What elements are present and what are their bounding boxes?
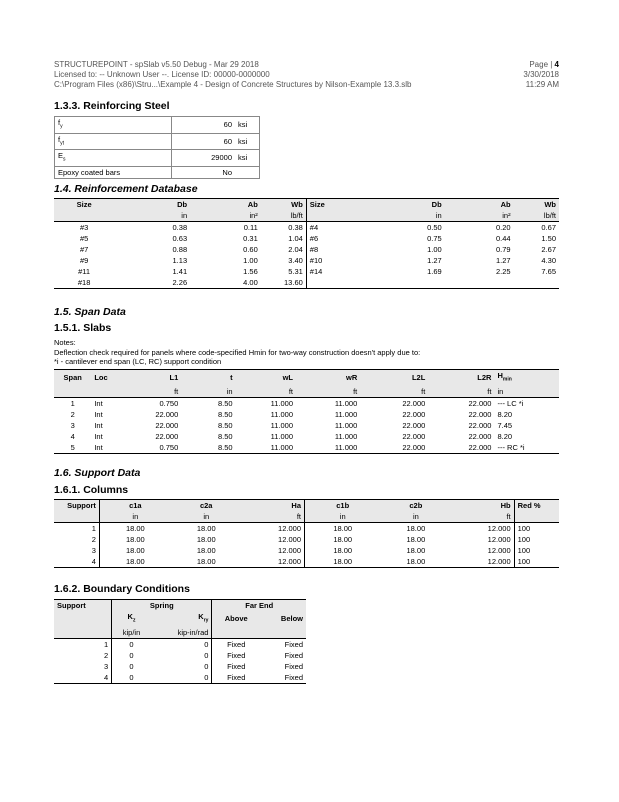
table-cell: 1.50 [541, 234, 556, 243]
table-cell: 3.40 [261, 255, 307, 266]
column-header: Size [306, 199, 368, 211]
table-row [54, 277, 559, 289]
table-cell: 3 [70, 420, 75, 430]
reinforcing-steel-table [54, 116, 260, 179]
notes-line: *i - cantilever end span (LC, RC) support condition [54, 357, 222, 366]
table-cell: 0.79 [495, 245, 511, 254]
column-header: c2a [171, 500, 242, 512]
table-cell: 12.000 [451, 523, 514, 535]
table-cell: 18.00 [406, 546, 426, 555]
table-cell: 0.20 [495, 223, 511, 232]
table-cell: 11.000 [270, 398, 294, 408]
unit-cell [212, 627, 260, 639]
section-title-reinforcement-database: 1.4. Reinforcement Database [54, 183, 198, 195]
table-cell: 18.00 [333, 535, 353, 544]
column-header: c2b [380, 500, 451, 512]
table-cell: 0.38 [261, 222, 307, 234]
table-cell: Int [94, 409, 103, 419]
table-cell: 4 [54, 556, 99, 568]
section-title-span-data: 1.5. Span Data [54, 306, 126, 318]
column-header: Red % [514, 500, 559, 512]
table-cell: Fixed [284, 650, 303, 660]
table-cell: Int [94, 442, 103, 452]
column-header: Db [114, 199, 190, 211]
table-cell: #6 [309, 234, 319, 243]
table-cell: 1.27 [495, 256, 511, 265]
header-kz: $K_z$ [112, 611, 151, 627]
table-cell: 100 [517, 546, 531, 555]
unit-cell: ft [296, 386, 360, 398]
header-kry: $K_{ry}$ [151, 611, 212, 627]
unit-cell: in [171, 511, 242, 523]
column-header: Hb [451, 500, 514, 512]
table-cell: 11.000 [270, 409, 294, 419]
table-cell: #11 [78, 267, 91, 276]
table-row [54, 672, 306, 684]
report-header-right [523, 60, 559, 90]
steel-value-number: No [222, 167, 232, 177]
table-cell: 2.25 [495, 267, 511, 276]
header-spring-group: Spring [112, 600, 212, 612]
table-row [54, 420, 559, 431]
table-cell: #5 [79, 234, 89, 243]
table-cell: 18.00 [125, 557, 145, 566]
table-cell: 3 [54, 545, 99, 556]
table-cell: --- LC *i [497, 398, 524, 408]
table-cell: 22.000 [468, 431, 492, 441]
table-cell: 2.04 [261, 244, 307, 255]
unit-cell: in [99, 511, 170, 523]
table-row [54, 661, 306, 672]
header-date: 3/30/2018 [523, 70, 559, 79]
table-cell: #7 [79, 245, 89, 254]
table-cell: #3 [79, 223, 89, 232]
steel-row [55, 133, 260, 150]
table-row [54, 545, 559, 556]
steel-value [172, 166, 236, 178]
unit-cell: kip/in [112, 627, 151, 639]
column-header: $H_{min}$ [494, 370, 559, 386]
table-cell: 22.000 [155, 431, 179, 441]
table-cell: 5 [70, 442, 75, 452]
table-cell: Fixed [227, 672, 246, 682]
header-far-end-group: Far End [212, 600, 306, 612]
table-cell: 8.50 [217, 398, 233, 408]
table-cell: Int [94, 420, 103, 430]
column-header: wL [236, 370, 296, 386]
table-cell: 0 [129, 650, 134, 660]
table-cell: 11.000 [270, 420, 294, 430]
table-cell: 8.20 [497, 431, 513, 441]
page-number: Page | 4 [529, 60, 559, 69]
table-cell: 22.000 [155, 409, 179, 419]
table-cell [369, 277, 445, 289]
table-cell: 12.000 [451, 545, 514, 556]
table-cell: 22.000 [468, 442, 492, 452]
slab-span-table [54, 369, 559, 454]
table-cell: 18.00 [333, 524, 353, 533]
header-file-path: C:\Program Files (x86)\Stru...\Example 4 - Design of Concrete Structures by Nilson-Example 13.3.slb [54, 80, 412, 89]
header-license: Licensed to: -- Unknown User --. License ID: 00000-0000000 [54, 70, 270, 79]
table-cell: 18.00 [196, 524, 216, 533]
section-title-columns: 1.6.1. Columns [54, 484, 129, 496]
table-cell: 1 [54, 523, 99, 535]
table-cell: 4.30 [541, 256, 556, 265]
steel-value [172, 117, 236, 134]
column-header: Ha [242, 500, 305, 512]
steel-value-number: 29000 [211, 153, 232, 163]
column-header: L2L [360, 370, 428, 386]
unit-cell: ft [127, 386, 182, 398]
table-cell: 12.000 [242, 545, 305, 556]
column-header: c1a [99, 500, 170, 512]
table-row [54, 233, 559, 244]
table-cell: 0 [129, 639, 134, 649]
table-row [54, 255, 559, 266]
unit-cell: in [494, 386, 559, 398]
columns-table [54, 499, 559, 568]
steel-row [55, 166, 260, 178]
table-cell: 0 [151, 661, 212, 672]
unit-cell: ft [451, 511, 514, 523]
table-cell: Fixed [284, 672, 303, 682]
section-title-slabs: 1.5.1. Slabs [54, 322, 112, 334]
column-header: L2R [428, 370, 494, 386]
column-header: Span [54, 370, 91, 386]
column-header: Db [369, 199, 445, 211]
header-below: Below [260, 611, 306, 627]
table-cell: 2 [70, 409, 75, 419]
column-header: Support [54, 500, 99, 512]
steel-label: $f_{yt}$ [55, 133, 172, 150]
column-header: Ab [190, 199, 261, 211]
table-cell: 8.50 [217, 442, 233, 452]
unit-cell: in² [445, 210, 514, 222]
table-cell: 0 [129, 672, 134, 682]
table-cell: 12.000 [242, 534, 305, 545]
table-cell: 5.31 [261, 266, 307, 277]
table-cell: 0.750 [159, 398, 179, 408]
table-cell: 18.00 [196, 535, 216, 544]
steel-unit: ksi [235, 133, 260, 150]
table-cell: --- RC *i [497, 442, 525, 452]
table-cell: 8.50 [217, 420, 233, 430]
steel-value-number: 60 [223, 120, 232, 130]
table-cell: Int [94, 398, 103, 408]
table-cell: 18.00 [196, 546, 216, 555]
column-header: L1 [127, 370, 182, 386]
table-cell: Fixed [284, 661, 303, 671]
notes-heading: Notes: [54, 338, 76, 347]
table-cell: 0.88 [172, 245, 188, 254]
table-cell: 11.000 [270, 442, 294, 452]
table-cell: #18 [77, 278, 91, 287]
table-cell: 1.27 [427, 256, 442, 265]
table-cell: 22.000 [402, 442, 426, 452]
table-cell: 2 [54, 650, 112, 661]
table-cell: 0.50 [427, 223, 442, 232]
table-cell: 0.31 [243, 234, 258, 243]
steel-unit: ksi [235, 150, 260, 167]
report-header [54, 60, 411, 90]
unit-cell [306, 210, 368, 222]
section-title-reinforcing-steel: 1.3.3. Reinforcing Steel [54, 100, 170, 112]
table-cell: 1.56 [243, 267, 258, 276]
table-cell: 7.65 [541, 267, 556, 276]
table-row [54, 523, 559, 535]
section-title-support-data: 1.6. Support Data [54, 467, 141, 479]
table-cell: 22.000 [155, 420, 179, 430]
table-cell: 12.000 [451, 556, 514, 568]
unit-cell: kip-in/rad [151, 627, 212, 639]
table-cell: 11.000 [334, 442, 358, 452]
steel-row [55, 117, 260, 134]
unit-cell: ft [242, 511, 305, 523]
table-cell: 4 [54, 672, 112, 684]
table-cell: 22.000 [402, 398, 426, 408]
table-cell: 12.000 [242, 556, 305, 568]
steel-label: Epoxy coated bars [55, 166, 172, 178]
table-row [54, 638, 306, 650]
column-header: wR [296, 370, 360, 386]
table-cell: 3 [54, 661, 112, 672]
table-cell: #10 [309, 256, 323, 265]
table-row [54, 266, 559, 277]
steel-label: $f_y$ [55, 117, 172, 134]
table-cell: 0 [151, 638, 212, 650]
reinforcement-database-table [54, 198, 559, 289]
table-cell: 18.00 [125, 546, 145, 555]
unit-cell [54, 627, 112, 639]
table-cell: 12.000 [451, 534, 514, 545]
table-cell: 100 [517, 524, 531, 533]
table-cell: 1.00 [243, 256, 258, 265]
column-header: Ab [445, 199, 514, 211]
table-cell: 2.67 [541, 245, 556, 254]
table-cell: 100 [517, 557, 531, 566]
unit-cell [54, 210, 114, 222]
header-support: Support [54, 600, 112, 627]
notes-line: Deflection check required for panels where code-specified Hmin for two-way construction doesn't apply due to: [54, 347, 421, 357]
table-cell: Int [94, 431, 103, 441]
steel-label: $E_s$ [55, 150, 172, 167]
table-cell: 0.75 [427, 234, 442, 243]
table-cell: 2 [54, 534, 99, 545]
steel-row [55, 150, 260, 167]
unit-cell [54, 511, 99, 523]
steel-value [172, 133, 236, 150]
table-row [54, 534, 559, 545]
table-row [54, 556, 559, 568]
table-cell: 0.750 [159, 442, 179, 452]
table-row [54, 442, 559, 454]
table-cell: 2.26 [172, 278, 188, 287]
table-cell: 1.13 [172, 256, 188, 265]
table-cell: 13.60 [261, 277, 307, 289]
column-header: c1b [305, 500, 381, 512]
table-cell: Fixed [227, 639, 246, 649]
table-cell [306, 277, 368, 289]
span-notes [54, 338, 420, 367]
unit-cell: ft [428, 386, 494, 398]
table-cell [514, 277, 559, 289]
section-title-boundary-conditions: 1.6.2. Boundary Conditions [54, 583, 190, 595]
table-row [54, 650, 306, 661]
column-header: t [181, 370, 235, 386]
column-header: Size [54, 199, 114, 211]
table-cell: 11.000 [334, 420, 358, 430]
table-cell: 18.00 [333, 546, 353, 555]
table-cell [445, 277, 514, 289]
table-row [54, 431, 559, 442]
header-above: Above [212, 611, 260, 627]
steel-value-number: 60 [223, 136, 232, 146]
table-cell: 11.000 [334, 431, 358, 441]
table-cell: #4 [309, 223, 319, 232]
table-cell: 11.000 [334, 398, 358, 408]
column-header: Loc [91, 370, 126, 386]
unit-cell: in [369, 210, 445, 222]
unit-cell [91, 386, 126, 398]
unit-cell: in [305, 511, 381, 523]
table-cell: 18.00 [406, 524, 426, 533]
table-cell: 8.50 [217, 409, 233, 419]
unit-cell: ft [360, 386, 428, 398]
table-cell: 0 [129, 661, 134, 671]
column-header: Wb [514, 199, 559, 211]
table-cell: Fixed [227, 650, 246, 660]
table-row [54, 222, 559, 234]
table-cell: 1 [70, 398, 75, 408]
table-cell: 0.38 [172, 223, 188, 232]
table-cell: 1.69 [427, 267, 442, 276]
boundary-conditions-table [54, 599, 306, 684]
table-cell: 18.00 [333, 557, 353, 566]
table-cell: 4 [70, 431, 75, 441]
table-cell: 22.000 [468, 409, 492, 419]
table-row [54, 397, 559, 409]
table-cell: Fixed [284, 639, 303, 649]
table-cell: 8.20 [497, 409, 513, 419]
table-cell: #9 [79, 256, 89, 265]
table-cell: 100 [517, 535, 531, 544]
table-cell: 1.00 [427, 245, 442, 254]
unit-cell: in² [190, 210, 261, 222]
table-cell: 8.50 [217, 431, 233, 441]
table-cell: 18.00 [406, 557, 426, 566]
table-row [54, 244, 559, 255]
unit-cell [260, 627, 306, 639]
table-cell: 0.60 [243, 245, 258, 254]
column-header: Wb [261, 199, 307, 211]
table-cell: 1 [54, 638, 112, 650]
table-cell: Fixed [227, 661, 246, 671]
header-time: 11:29 AM [525, 80, 559, 89]
table-cell: 0.11 [243, 223, 258, 232]
table-cell: 22.000 [402, 431, 426, 441]
table-cell: 22.000 [402, 409, 426, 419]
steel-value [172, 150, 236, 167]
table-cell: 12.000 [242, 523, 305, 535]
unit-cell: lb/ft [261, 210, 307, 222]
unit-cell [514, 511, 559, 523]
steel-unit [235, 166, 260, 178]
table-cell: 4.00 [243, 278, 258, 287]
unit-cell: in [380, 511, 451, 523]
table-cell: 11.000 [334, 409, 358, 419]
table-cell: 18.00 [406, 535, 426, 544]
table-cell: #8 [309, 245, 319, 254]
table-cell: 18.00 [125, 524, 145, 533]
unit-cell [54, 386, 91, 398]
table-cell: 11.000 [270, 431, 294, 441]
header-program: STRUCTUREPOINT - spSlab v5.50 Debug - Mar 29 2018 [54, 60, 259, 69]
table-cell: 0 [151, 650, 212, 661]
unit-cell: in [181, 386, 235, 398]
unit-cell: lb/ft [514, 210, 559, 222]
steel-unit: ksi [235, 117, 260, 134]
unit-cell: in [114, 210, 190, 222]
table-row [54, 409, 559, 420]
table-cell: 1.04 [261, 233, 307, 244]
unit-cell: ft [236, 386, 296, 398]
table-cell: 0 [151, 672, 212, 684]
table-cell: 1.41 [172, 267, 188, 276]
table-cell: #14 [309, 267, 323, 276]
table-cell: 22.000 [468, 398, 492, 408]
table-cell: 22.000 [468, 420, 492, 430]
table-cell: 0.63 [172, 234, 188, 243]
table-cell: 22.000 [402, 420, 426, 430]
table-cell: 0.44 [495, 234, 511, 243]
table-cell: 0.67 [541, 223, 556, 232]
table-cell: 18.00 [196, 557, 216, 566]
table-cell: 18.00 [125, 535, 145, 544]
table-cell: 7.45 [497, 420, 513, 430]
